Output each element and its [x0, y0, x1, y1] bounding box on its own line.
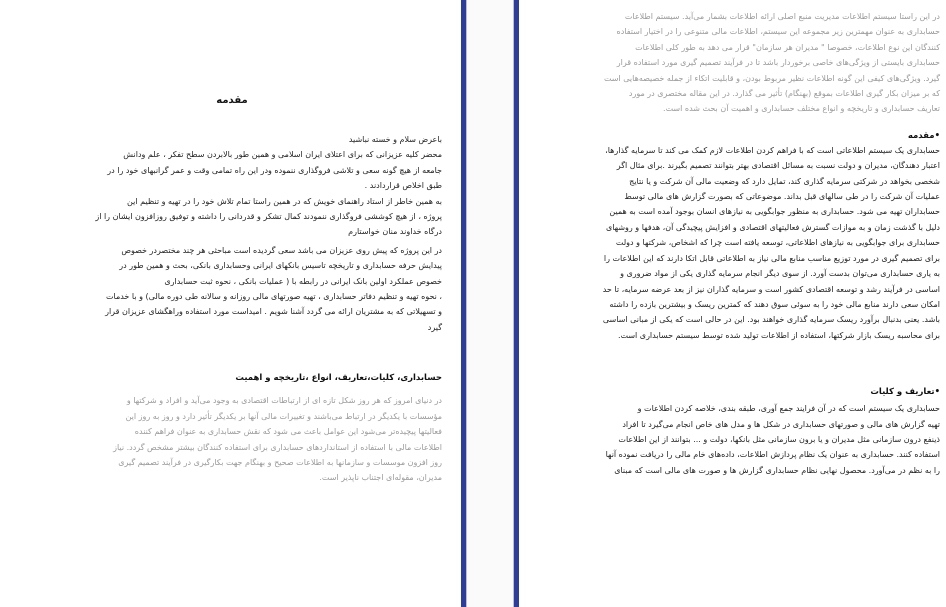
left-section-line: اطلاعات مالی با استفاده از استانداردهای حسابداری برای استفاده کنندگان بیشتر مشخص گردد. نیاز	[113, 442, 442, 452]
right-top-line: حسابداری به عنوان مهمترین زیر مجموعه این سیستم، اطلاعات مالی متنوعی را در اختیار استفاده	[616, 27, 940, 37]
right-intro-line: حسابداری برای جوابگویی به نیازهای اطلاعاتی، توسعه یافته است چرا که اشخاص، شرکتها و دولت	[615, 238, 940, 248]
left-section-line: در دنیای امروز که هر روز شکل تازه ای از ارتباطات اقتصادی به وجود می‌آید و افراد و شرکتها و	[126, 396, 442, 406]
left-intro-line: طبق اخلاص قراردادند .	[364, 181, 442, 191]
right-definitions-line: حسابداری یک سیستم است که در آن فرایند جمع آوری، طبقه بندی، خلاصه کردن اطلاعات و	[637, 404, 940, 414]
right-top-line: گیرد. ویژگی‌های کیفی این گونه اطلاعات نظیر مربوط بودن، و قابلیت اتکاء از جمله خصیصه‌هایی است	[603, 73, 940, 83]
left-section-line: مدیران، مقوله‌ای اجتناب ناپذیر است.	[319, 473, 442, 483]
left-project-line: خصوص عملکرد اولین بانک ایرانی در رابطه با ( عملیات بانکی ، نحوه ثبت حسابداری	[164, 276, 442, 286]
left-intro-line: باعرض سلام و خسته نباشید	[348, 135, 442, 144]
left-project-line: ، نحوه تهیه و تنظیم دفاتر حسابداری ، تهیه صورتهای مالی روزانه و سالانه طی دوره مالی) و با خدمات	[105, 292, 442, 302]
right-intro-line: برای تصمیم گیری در مورد توزیع مناسب منابع مالی نیاز به اطلاعاتی قابل اتکا دارند که این اطلاعات را	[603, 253, 940, 263]
right-top-line: حسابداری بایستی از ویژگی‌های خاصی برخوردار باشد تا در فرآیند تصمیم گیری مورد استفاده قرار	[616, 58, 940, 68]
page-border-right	[514, 0, 519, 607]
left-section-heading: حسابداری، کلیات،تعاریف، انواع ،تاریخچه و اهمیت	[235, 373, 442, 384]
right-top-line: کنندگان این نوع اطلاعات، خصوصا " مدیران هر سازمان" قرار می دهد به طور کلی اطلاعات	[635, 42, 940, 52]
right-definitions-line: ذینفع درون سازمانی مثل مدیران و یا برون سازمانی مثل بانکها، دولت و ... بتوانند از این اطلاعات	[618, 434, 940, 444]
left-project-line: و تسهیلاتی که به مشتریان ارائه می گردد آشنا شویم . امیداست مورد استفاده وراهگشای عزیزان قرار	[105, 307, 442, 317]
right-intro-line: امکان سعی دارند منابع مالی خود را به سوئی سوق دهند که کمترین ریسک و بیشترین بازده را داشته	[609, 299, 940, 309]
right-intro-line: حسابداری یک سیستم اطلاعاتی است که با فراهم کردن اطلاعات لازم کمک می کند تا سرمایه گذارها،	[605, 145, 940, 155]
left-section-block	[22, 393, 442, 485]
right-intro-line: دلیل با گذشت زمان و به موازات گسترش فعالیتهای اقتصادی و افزایش پیچیدگی آن، هدفها و روشهای	[605, 222, 940, 232]
left-thanks-line: پروژه ، از هیچ کوششی فروگذاری ننمودند کمال تشکر و قدردانی را داشته و توفیق روزافزون ایشان را از	[95, 212, 442, 222]
left-section-line: روز افزون موسسات و سازمانها به اطلاعات صحیح و بهنگام جهت بکارگیری در فرآیند تصمیم گیری	[118, 457, 442, 467]
left-intro-line: محضر کلیه عزیزانی که برای اعتلای ایران اسلامی و همین طور بالابردن سطح تفکر ، علم ودانش	[123, 150, 442, 160]
right-definitions-block	[536, 401, 940, 478]
right-page	[522, 0, 946, 607]
left-project-line: در این پروژه که پیش روی عزیزان می باشد سعی گردیده است مباحثی هر چند مختصردر خصوص	[121, 245, 442, 255]
left-thanks-line: درگاه خداوند منان خواستارم	[348, 227, 442, 237]
left-thanks-line: به همین خاطر از استاد راهنمای خویش که در همین راستا تمام تلاش خود را در تهیه و تنظیم این	[127, 196, 442, 206]
right-intro-line: حسابداران تهیه می شود. حسابداری به منظور جوابگویی به نیازهای انسان بوجود آمده است به همین	[609, 207, 940, 217]
right-definitions-line: را به نظم در می‌آورد. محصول نهایی نظام حسابداری گزارش ها و صورت های مالی است که مبنای	[614, 465, 940, 475]
left-page-title: مقدمه	[216, 95, 248, 106]
left-page	[0, 0, 460, 607]
left-section-line: فعالیتها پیچیده‌تر می‌شود این عوامل باعث می شود که نقش حسابداری به عنوان فراهم کننده	[134, 427, 442, 437]
right-top-line: تعاریف حسابداری و تاریخچه و انواع مختلف حسابداری و اهمیت آن بحث شده است.	[663, 104, 940, 114]
page-gutter	[466, 0, 514, 607]
left-project-block	[22, 243, 442, 335]
right-top-block	[536, 9, 940, 117]
right-definitions-line: تهیه گزارش های مالی و صورتهای حسابداری در شکل ها و مدل های خاص انجام می‌گیرد تا افراد	[622, 419, 940, 429]
left-thanks-block	[22, 194, 442, 240]
right-intro-line: اعتبار دهندگان، مدیران و دولت نسبت به مسائل اقتصادی بهتر بتوانند تصمیم بگیرند .برای مثال اگر	[616, 161, 940, 171]
right-intro-line: به یاری حسابداری می‌توان بدست آورد. از سوی دیگر انجام سرمایه گذاری یکی از مواد ضروری و	[620, 269, 940, 279]
right-intro-line: شخصی بخواهد در شرکتی سرمایه گذاری کند، تمایل دارد که وضعیت مالی آن شرکت و یا نتایج	[629, 176, 940, 186]
right-top-line: که بر میزان بکار گیری اطلاعات بموقع (بهنگام) تأثیر می گذارد. در این مقاله مختصری در مورد	[628, 89, 940, 99]
left-intro-block	[22, 132, 442, 194]
right-intro-line: برای محاسبه ریسک بازار شرکتها، استفاده از اطلاعات تولید شده توسط سیستم حسابداری است.	[617, 330, 940, 340]
right-intro-line: باشد. یعنی بدنبال برآورد ریسک سرمایه گذاری خواهند بود. این در حالی است که یکی از مبانی اساسی	[602, 315, 940, 325]
left-intro-line: جامعه از هیچ گونه سعی و تلاشی فروگذاری ننموده ودر این راه تمامی وقت و عمر گرانبهای خود را در	[107, 165, 442, 175]
right-intro-block	[536, 143, 940, 343]
left-project-line: پیدایش حرفه حسابداری و تاریخچه تاسیس بانکهای ایرانی وحسابداری بانکی، بحث و همین طور در	[119, 261, 442, 271]
left-section-line: مؤسسات با یکدیگر در ارتباط می‌باشند و تغییرات مالی آنها بر یکدیگر تأثیر دارد و روز به روز این	[125, 411, 442, 421]
right-definitions-line: استفاده کنند. حسابداری به عنوان یک نظام پردازش اطلاعات، داده‌های خام مالی را دریافت نموده آنها	[605, 450, 940, 460]
right-intro-heading: •مقدمه	[907, 130, 940, 141]
right-top-line: در این راستا سیستم اطلاعات مدیریت منبع اصلی ارائه اطلاعات بشمار می‌آید. سیستم اطلاعات	[624, 12, 940, 21]
right-intro-line: اساسی در فرآیند رشد و توسعه اقتصادی کشور است و سرمایه گذاران نیز از بعد عرضه سرمایه، تا حد	[602, 284, 940, 294]
right-intro-line: عملیات آن شرکت را در طی سالهای قبل بداند. موضوعاتی که بصورت گزارش های مالی توسط	[624, 192, 940, 202]
left-project-line: گیرد	[427, 322, 442, 332]
right-definitions-heading: •تعاریف و کلیات	[870, 387, 940, 398]
